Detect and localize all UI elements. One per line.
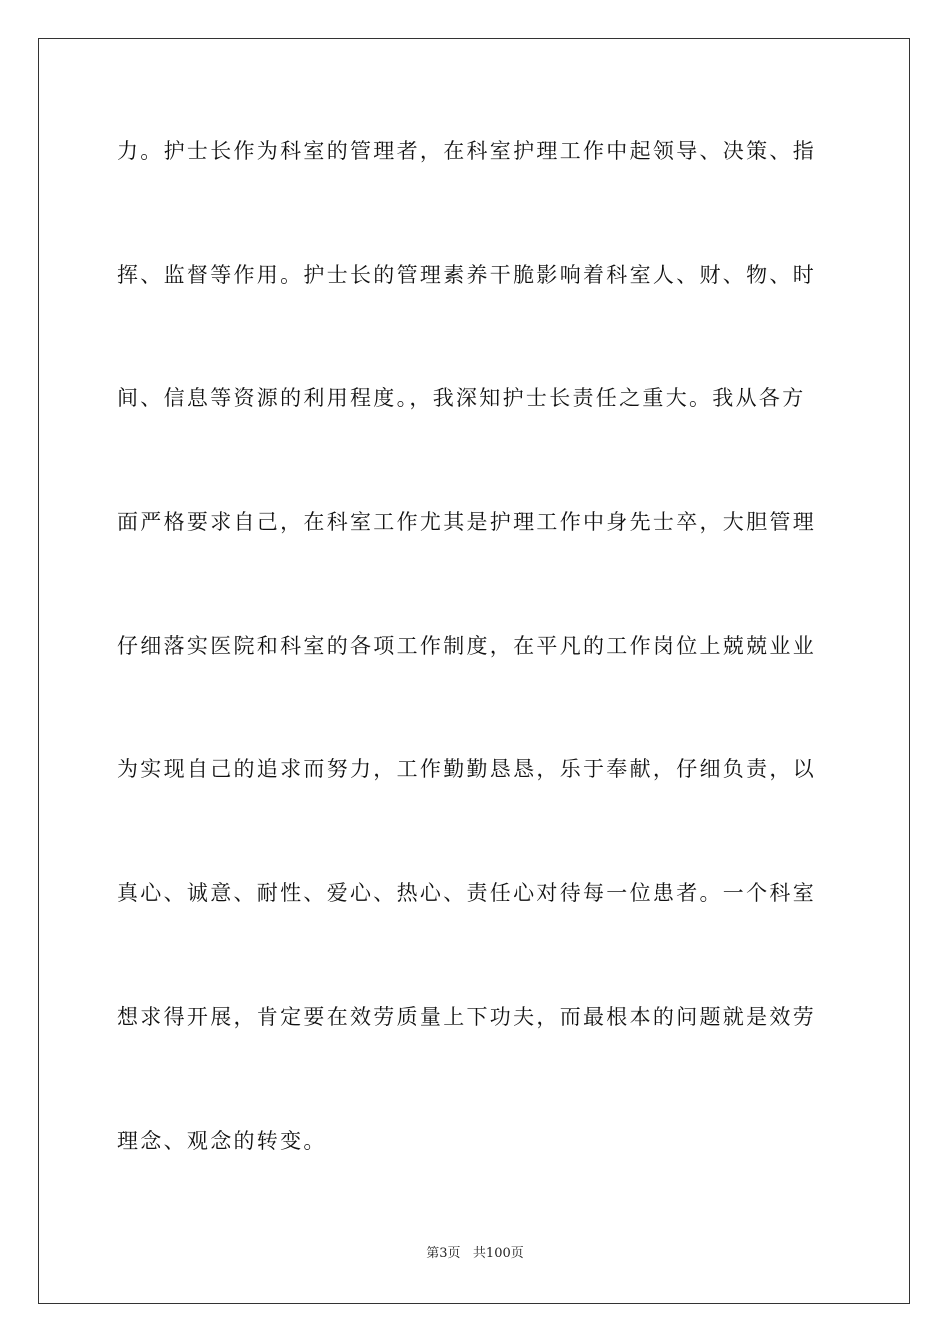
page-number-footer: 第3页 共100页	[426, 1246, 524, 1261]
text-line: 面严格要求自己，在科室工作尤其是护理工作中身先士卒，大胆管理	[117, 510, 816, 535]
document-body	[117, 127, 833, 1240]
text-line: 挥、监督等作用。护士长的管理素养干脆影响着科室人、财、物、时	[117, 262, 816, 287]
text-line: 为实现自己的追求而努力，工作勤勤恳恳，乐于奉献，仔细负责，以	[117, 757, 816, 782]
text-line: 仔细落实医院和科室的各项工作制度，在平凡的工作岗位上兢兢业业	[117, 633, 816, 658]
text-line: 真心、诚意、耐性、爱心、热心、责任心对待每一位患者。一个科室	[117, 881, 816, 906]
text-line: 想求得开展，肯定要在效劳质量上下功夫，而最根本的问题就是效劳	[117, 1004, 816, 1029]
text-line: 理念、观念的转变。	[117, 1128, 327, 1153]
text-line: 间、信息等资源的利用程度。，我深知护士长责任之重大。我从各方	[117, 386, 806, 411]
text-line: 力。护士长作为科室的管理者，在科室护理工作中起领导、决策、指	[117, 139, 816, 163]
